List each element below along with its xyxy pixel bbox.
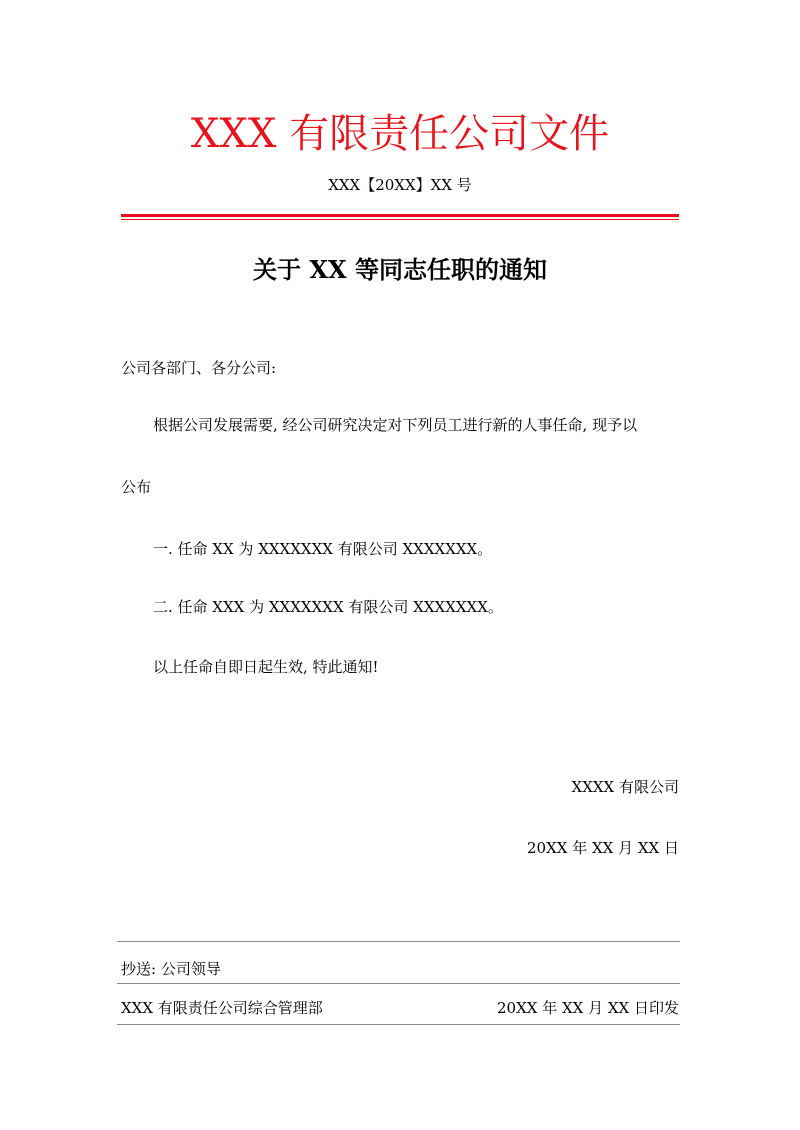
notice-title: 关于 XX 等同志任职的通知 [253,255,547,284]
footer-rule-bottom [117,1024,680,1025]
header-red-rule-thin [121,219,679,220]
signature-company: XXXX 有限公司 [571,778,679,796]
cc-line: 抄送: 公司领导 [121,960,221,978]
appointment-item-1: 一. 任命 XX 为 XXXXXXX 有限公司 XXXXXXX。 [153,540,493,558]
salutation: 公司各部门、各分公司: [121,359,277,377]
appointment-item-2: 二. 任命 XXX 为 XXXXXXX 有限公司 XXXXXXX。 [153,598,503,616]
closing-statement: 以上任命自即日起生效, 特此通知! [153,658,379,676]
footer-rule-top [117,941,680,942]
body-paragraph-line-1: 根据公司发展需要, 经公司研究决定对下列员工进行新的人事任命, 现予以 [153,416,638,434]
issue-date: 20XX 年 XX 月 XX 日印发 [496,999,679,1017]
document-number: XXX【20XX】XX 号 [328,176,472,194]
signature-date: 20XX 年 XX 月 XX 日 [527,839,679,857]
header-red-rule-thick [121,214,679,217]
document-header-title: XXX 有限责任公司文件 [190,111,610,157]
footer-rule-middle [117,983,680,984]
issuing-department: XXX 有限责任公司综合管理部 [121,999,323,1017]
body-paragraph-line-2: 公布 [121,478,152,496]
